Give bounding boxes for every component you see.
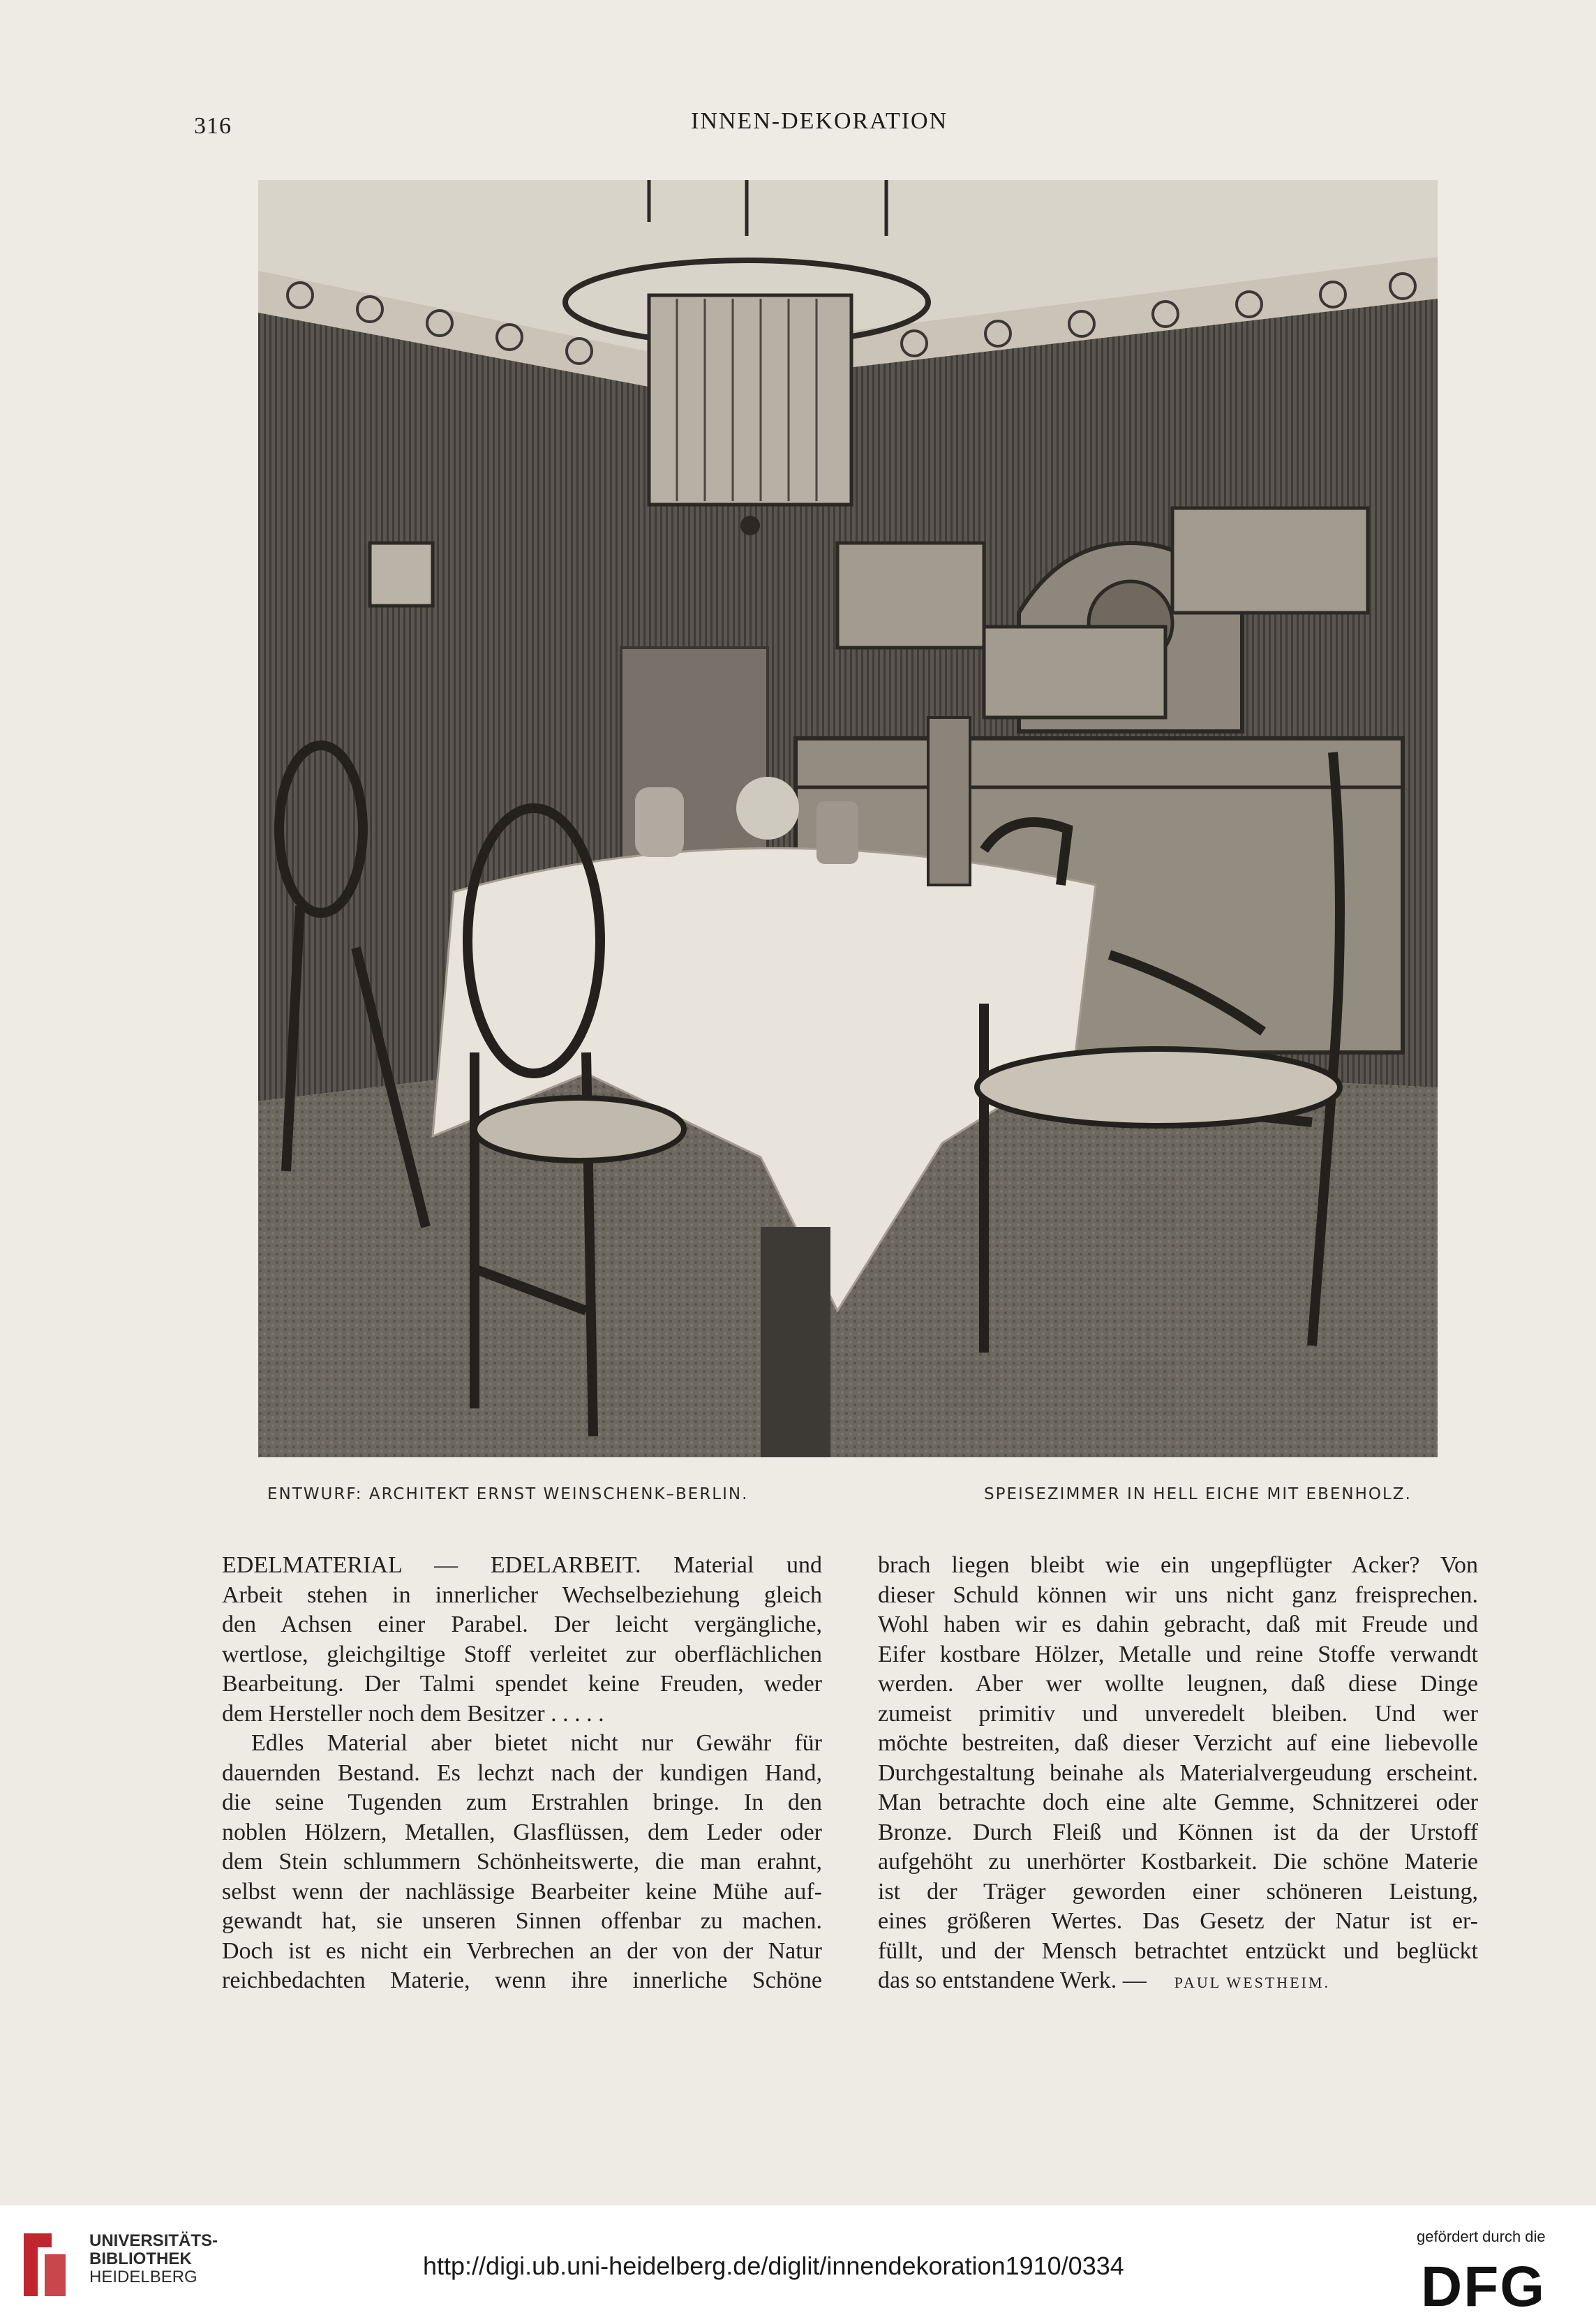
dining-room-photo: [258, 180, 1438, 1457]
text-line: zumeist primitiv und unveredelt bleiben. Und wer: [878, 1700, 1478, 1727]
closing-text: das so entstandene Werk. —: [878, 1967, 1147, 1993]
article-left-column: [222, 1551, 822, 1996]
article-right-column: [878, 1551, 1478, 1996]
text-line: werden. Aber wer wollte leugnen, daß diese Dinge: [878, 1671, 1478, 1697]
text-line: dem Hersteller noch dem Besitzer . . . . .: [222, 1700, 604, 1727]
text-line: füllt, und der Mensch betrachtet entzückt und beglückt: [878, 1937, 1478, 1964]
text-line: Durchgestaltung beinahe als Materialvergeudung erscheint.: [878, 1759, 1478, 1786]
text-line: Edles Material aber bietet nicht nur Gewähr für: [251, 1730, 822, 1756]
text-line: dem Stein schlummern Schönheitswerte, die man erahnt,: [222, 1849, 822, 1875]
running-head: INNEN-DEKORATION: [691, 108, 948, 134]
text-line: Bronze. Durch Fleiß und Können ist da der Urstoff: [878, 1819, 1478, 1845]
photo-caption-right: SPEISEZIMMER IN HELL EICHE MIT EBENHOLZ.: [984, 1485, 1412, 1503]
text-line: Wohl haben wir es dahin gebracht, daß mit Freude und: [878, 1612, 1478, 1637]
dining-room-illustration: [258, 180, 1438, 1457]
library-name-line-1: UNIVERSITÄTS-: [89, 2231, 218, 2250]
text-line: Man betrachte doch eine alte Gemme, Schnitzerei oder: [878, 1789, 1478, 1815]
library-name: [89, 2232, 218, 2286]
text-line: wertlose, gleichgiltige Stoff verleitet zur oberflächlichen: [222, 1641, 822, 1667]
text-line: ist der Träger geworden einer schöneren Leistung,: [878, 1878, 1478, 1905]
text-line: EDELMATERIAL — EDELARBEIT. Material und: [222, 1552, 822, 1578]
text-line: dauernden Bestand. Es lechzt nach der kundigen Hand,: [222, 1759, 822, 1786]
text-line: eines größeren Wertes. Das Gesetz der Natur ist er-: [878, 1908, 1478, 1934]
library-name-line-2: BIBLIOTHEK: [89, 2249, 192, 2268]
text-line: noblen Hölzern, Metallen, Glasflüssen, dem Leder oder: [222, 1819, 822, 1845]
footer-bar: [0, 2205, 1596, 2322]
photo-caption-left: ENTWURF: ARCHITEKT ERNST WEINSCHENK–BERLIN.: [267, 1485, 749, 1503]
page-number: 316: [194, 113, 232, 139]
library-logo-icon: [17, 2226, 71, 2303]
text-line: möchte bestreiten, daß dieser Verzicht auf eine liebevolle: [878, 1730, 1478, 1756]
author-signature: PAUL WESTHEIM.: [1174, 1974, 1331, 1991]
text-line: aufgehöht zu unerhörter Kostbarkeit. Die schöne Materie: [878, 1849, 1478, 1875]
library-name-line-3: HEIDELBERG: [89, 2268, 197, 2286]
text-line: Eifer kostbare Hölzer, Metalle und reine Stoffe verwandt: [878, 1641, 1478, 1667]
text-line: brach liegen bleibt wie ein ungepflügter Acker? Von: [878, 1552, 1478, 1578]
text-line: die seine Tugenden zum Erstrahlen bringe. In den: [222, 1789, 822, 1815]
source-url-link[interactable]: http://digi.ub.uni-heidelberg.de/diglit/innendekoration1910/0334: [423, 2252, 1124, 2280]
text-line: den Achsen einer Parabel. Der leicht vergängliche,: [222, 1612, 822, 1637]
text-line: gewandt hat, sie unseren Sinnen offenbar zu machen.: [222, 1908, 822, 1934]
text-line: Bearbeitung. Der Talmi spendet keine Freuden, weder: [222, 1671, 822, 1697]
text-line-final: [878, 1966, 1478, 1996]
funding-label: gefördert durch die: [1417, 2228, 1546, 2245]
text-line: Arbeit stehen in innerlicher Wechselbeziehung gleich: [222, 1582, 822, 1608]
text-line: reichbedachten Materie, wenn ihre innerliche Schöne: [222, 1967, 822, 1993]
text-line: dieser Schuld können wir uns nicht ganz freisprechen.: [878, 1582, 1478, 1608]
dfg-logo: DFG: [1421, 2255, 1546, 2319]
text-line: Doch ist es nicht ein Verbrechen an der von der Natur: [222, 1937, 822, 1964]
text-line: selbst wenn der nachlässige Bearbeiter keine Mühe auf-: [222, 1878, 822, 1905]
